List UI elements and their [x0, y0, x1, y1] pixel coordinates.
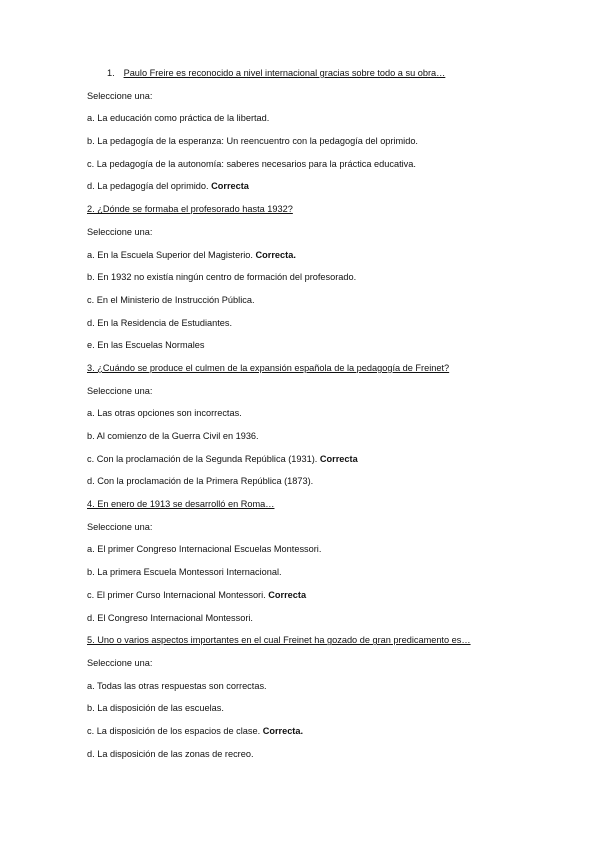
option-text: d. La disposición de las zonas de recreo. [87, 748, 254, 759]
correct-mark: Correcta. [252, 249, 296, 260]
answer-option [87, 272, 559, 283]
select-prompt: Seleccione una: [87, 226, 153, 237]
option-text: a. En la Escuela Superior del Magisterio. [87, 249, 253, 260]
select-prompt: Seleccione una: [87, 521, 153, 532]
answer-option [87, 250, 559, 261]
question-2-title: 2. ¿Dónde se formaba el profesorado hasta 1932? [87, 204, 293, 215]
answer-option [87, 454, 559, 465]
option-text: c. La disposición de los espacios de clase. [87, 725, 261, 736]
answer-option [87, 613, 559, 624]
option-text: e. En las Escuelas Normales [87, 340, 205, 351]
option-text: c. La pedagogía de la autonomía: saberes necesarios para la práctica educativa. [87, 158, 416, 169]
select-prompt: Seleccione una: [87, 90, 153, 101]
answer-option [87, 295, 559, 306]
answer-option [87, 703, 559, 714]
option-text: d. Con la proclamación de la Primera República (1873). [87, 476, 314, 487]
answer-option [87, 749, 559, 760]
question-number: 1. [107, 68, 115, 78]
answer-option [87, 544, 559, 555]
option-text: b. La disposición de las escuelas. [87, 703, 224, 714]
question-5-title: 5. Uno o varios aspectos importantes en el cual Freinet ha gozado de gran predicamento es… [87, 635, 471, 646]
answer-option [87, 113, 559, 124]
answer-option [87, 476, 559, 487]
answer-option [87, 159, 559, 170]
option-text: a. Las otras opciones son incorrectas. [87, 408, 242, 419]
correct-mark: Correcta [317, 453, 358, 464]
option-text: b. En 1932 no existía ningún centro de formación del profesorado. [87, 272, 357, 283]
option-text: b. La pedagogía de la esperanza: Un reencuentro con la pedagogía del oprimido. [87, 136, 418, 147]
answer-option [87, 681, 559, 692]
correct-mark: Correcta [265, 589, 307, 600]
quiz-document [87, 68, 559, 771]
question-text: Paulo Freire es reconocido a nivel internacional gracias sobre todo a su obra… [123, 68, 446, 78]
answer-option [87, 726, 559, 737]
answer-option [87, 340, 559, 351]
question-4-title: 4. En enero de 1913 se desarrolló en Roma… [87, 499, 275, 510]
option-text: a. Todas las otras respuestas son correctas. [87, 680, 267, 691]
option-text: b. La primera Escuela Montessori Internacional. [87, 567, 282, 578]
correct-mark: Correcta [208, 181, 249, 192]
option-text: d. El Congreso Internacional Montessori. [87, 612, 253, 623]
answer-option [87, 590, 559, 601]
option-text: a. El primer Congreso Internacional Escuelas Montessori. [87, 544, 322, 555]
answer-option [87, 567, 559, 578]
option-text: c. Con la proclamación de la Segunda República (1931). [87, 453, 318, 464]
option-text: c. En el Ministerio de Instrucción Pública. [87, 294, 255, 305]
question-3-title: 3. ¿Cuándo se produce el culmen de la expansión española de la pedagogía de Freinet? [87, 362, 450, 373]
option-text: c. El primer Curso Internacional Montessori. [87, 589, 266, 600]
answer-option [87, 408, 559, 419]
select-prompt: Seleccione una: [87, 657, 153, 668]
option-text: d. La pedagogía del oprimido. [87, 181, 209, 192]
answer-option [87, 181, 559, 192]
option-text: a. La educación como práctica de la libertad. [87, 113, 270, 124]
option-text: b. Al comienzo de la Guerra Civil en 1936. [87, 431, 259, 441]
answer-option [87, 431, 559, 442]
select-prompt: Seleccione una: [87, 385, 153, 396]
question-1-title [87, 68, 559, 79]
correct-mark: Correcta. [260, 725, 304, 736]
option-text: d. En la Residencia de Estudiantes. [87, 317, 233, 328]
answer-option [87, 318, 559, 329]
answer-option [87, 136, 559, 147]
